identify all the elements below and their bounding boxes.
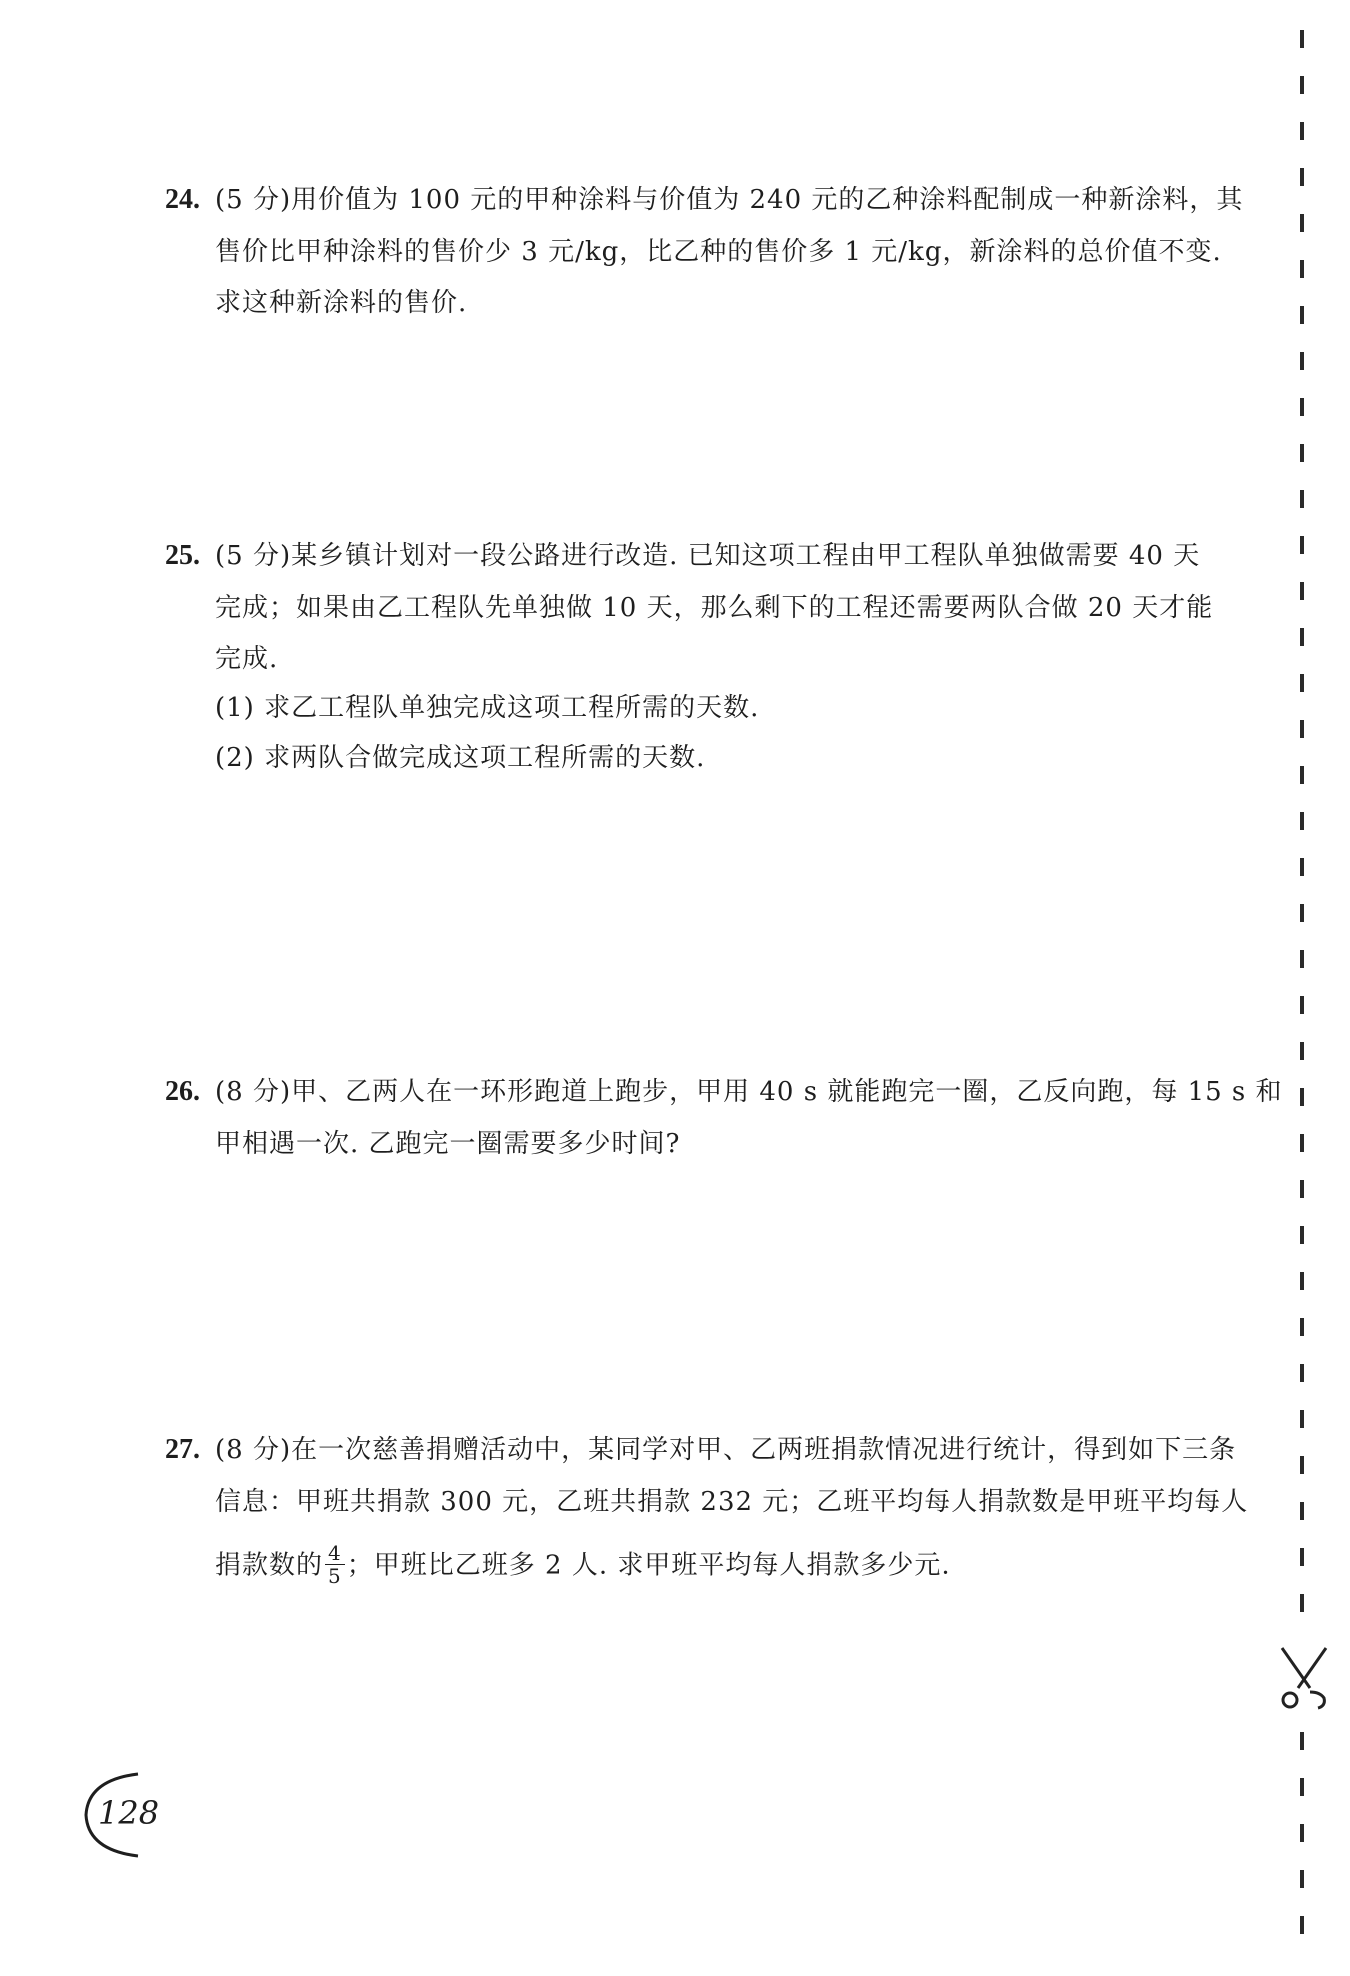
sub-question-1: (1) 求乙工程队单独完成这项工程所需的天数. <box>215 693 760 723</box>
page-number: 128 <box>98 1794 160 1832</box>
fraction-denominator: 5 <box>328 1564 342 1588</box>
fraction-numerator: 4 <box>325 1542 345 1565</box>
problem-text-line: 甲相遇一次. 乙跑完一圈需要多少时间? <box>215 1129 681 1159</box>
line-text-after-fraction: ；甲班比乙班多 2 人. 求甲班平均每人捐款多少元. <box>346 1550 951 1581</box>
scissors-icon <box>1268 1640 1338 1720</box>
problem-text-line: 求这种新涂料的售价. <box>215 288 468 318</box>
problem-text-line: 完成. <box>215 644 279 674</box>
problem-text-line <box>215 1541 951 1589</box>
problem-number: 27. <box>165 1434 200 1465</box>
problem-number: 25. <box>165 540 200 571</box>
problem-text-line: (8 分)在一次慈善捐赠活动中，某同学对甲、乙两班捐款情况进行统计，得到如下三条 <box>215 1435 1237 1465</box>
problem-text-line: (5 分)用价值为 100 元的甲种涂料与价值为 240 元的乙种涂料配制成一种新涂料，其 <box>215 185 1244 215</box>
problem-text-line: 信息：甲班共捐款 300 元，乙班共捐款 232 元；乙班平均每人捐款数是甲班平均每人 <box>215 1487 1249 1517</box>
fraction <box>325 1542 345 1587</box>
problem-text-line: (5 分)某乡镇计划对一段公路进行改造. 已知这项工程由甲工程队单独做需要 40 天 <box>215 541 1201 571</box>
sub-question-2: (2) 求两队合做完成这项工程所需的天数. <box>215 743 706 773</box>
problem-number: 24. <box>165 184 200 215</box>
problem-text-line: 售价比甲种涂料的售价少 3 元/kg，比乙种的售价多 1 元/kg，新涂料的总价值不变. <box>215 237 1222 267</box>
problem-number: 26. <box>165 1076 200 1107</box>
problem-text-line: (8 分)甲、乙两人在一环形跑道上跑步，甲用 40 s 就能跑完一圈，乙反向跑，每 15 s 和 <box>215 1077 1283 1107</box>
problem-text-line: 完成；如果由乙工程队先单独做 10 天，那么剩下的工程还需要两队合做 20 天才能 <box>215 593 1214 623</box>
line-text-before-fraction: 捐款数的 <box>215 1550 324 1581</box>
